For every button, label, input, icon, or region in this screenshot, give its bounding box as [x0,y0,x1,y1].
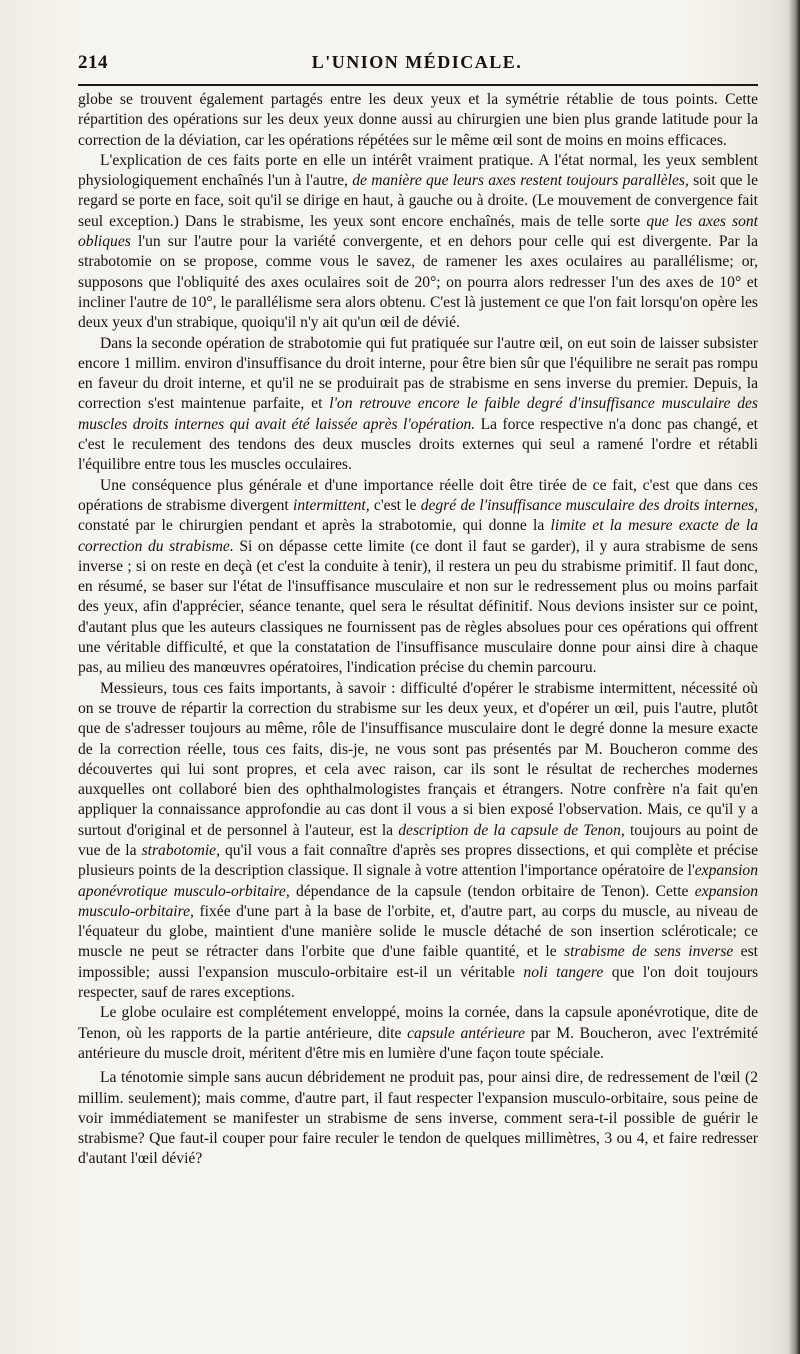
page-edge-shadow [788,0,800,1354]
article-body [78,90,758,1170]
text-run: par M. Boucheron, avec l'extrémité antérieure du muscle droit, méritent d'être mis en lumière d'une façon toute spéciale. [78,1024,759,1062]
header-rule [78,84,758,86]
text-run: c'est le [369,496,421,514]
text-run: dépendance de la capsule (tendon orbitaire de Tenon). Cette [289,882,695,900]
paragraph [78,90,758,151]
text-run: toujours au point de vue de la [78,821,758,859]
running-title: L'UNION MÉDICALE. [311,52,523,72]
text-run: qu'il vous a fait connaître d'après ses propres dissections, et qui complète et précise plusieurs points de la description classique. Il signale à votre attention l'importance opératoire de l' [78,841,758,880]
text-run: L'explication de ces faits porte en elle un intérêt vraiment pratique. A l'état normal, les yeux semblent physiologiquement enchaînés l'un à l'autre, [78,151,758,190]
italic-phrase: que les axes sont obliques [78,212,758,251]
italic-phrase: strabotomie, [141,841,220,859]
text-run: globe se trouvent également partagés entre les deux yeux et la symétrie rétablie de tous points. Cette répartition des opérations sur les deux yeux donne aussi au chirurgien une bien plus grande latitude pour la correction de la déviation, car les opérations répétées sur le même œil sont de moins en moins efficaces. [78,91,758,149]
paragraph [78,334,758,476]
text-run: est impossible; aussi l'expansion musculo-orbitaire est-il un véritable [78,943,758,981]
text-run: Si on dépasse cette limite (ce dont il faut se garder), il y aura strabisme de sens inverse ; si on reste en deçà (et c'est la conduite à tenir), il restera un peu du strabisme primitif. Il faut donc, en résumé, se baser sur l'état de l'insuffisance musculaire et non sur le redressement plus ou moins parfait des yeux, afin d'apprécier, séance tenante, quel sera le résultat définitif. Nous devions insister sur ce point, d'autant plus que les auteurs classiques ne fournissent pas de règles absolues pour ces opérations qui offrent une véritable difficulté, et que la constatation de l'insuffisance musculaire donne pour ainsi dire à chaque pas, au milieu des manœuvres opératoires, l'indication précise du chemin parcouru. [78,537,758,677]
paragraph [78,476,758,679]
italic-phrase: degré de l'insuffisance musculaire des droits internes, [420,496,758,514]
italic-phrase: noli tangere [523,963,604,981]
text-run: que l'on doit toujours respecter, sauf de rares exceptions. [78,963,759,1002]
text-run: l'un sur l'autre pour la variété convergente, et en dehors pour celle qui est divergente. Par la strabotomie on se propose, comme vous le savez, de ramener les axes oculaires au parallélisme; or, supposons que l'obliquité des axes oculaires soit de 20°; on pourra alors redresser l'un des axes de 10° et incliner l'autre de 10°, le parallélisme sera alors obtenu. C'est là justement ce que l'on fait lorsqu'on opère les deux yeux d'un strabique, quoiqu'il n'y ait qu'un œil de dévié. [78,233,758,332]
italic-phrase: intermittent, [293,496,370,514]
text-run: La force respective n'a donc pas changé, et c'est le reculement des tendons des deux muscles droits externes qui seul a ramené l'ordre et rétabli l'équilibre entre tous les muscles occulaires. [78,415,758,474]
paragraph [78,679,758,1004]
paragraph [78,1068,758,1169]
text-run: Une conséquence plus générale et d'une importance réelle doit être tirée de ce fait, c'est que dans ces opérations de strabisme divergent [78,476,758,514]
page-header [78,52,756,76]
italic-phrase: l'on retrouve encore le faible degré d'insuffisance musculaire des muscles droits internes qui avait été laissée après l'opération. [78,395,758,433]
text-run: Le globe oculaire est complétement enveloppé, moins la cornée, dans la capsule aponévrotique, dite de Tenon, où les rapports de la partie antérieure, dite [78,1004,758,1042]
italic-phrase: expansion aponévrotique musculo-orbitaire, [78,862,758,900]
italic-phrase: de manière que leurs axes restent toujours parallèles, [352,172,689,190]
italic-phrase: expansion musculo-orbitaire, [78,882,759,920]
italic-phrase: description de la capsule de Tenon, [398,821,625,839]
italic-phrase: limite et la mesure exacte de la correction du strabisme. [78,517,758,555]
italic-phrase: strabisme de sens inverse [564,943,734,961]
page-number: 214 [78,52,108,73]
paragraph [78,1003,758,1064]
italic-phrase: capsule antérieure [407,1024,525,1042]
text-run: Messieurs, tous ces faits importants, à savoir : difficulté d'opérer le strabisme intermittent, nécessité où on se trouve de répartir la correction du strabisme sur les deux yeux, et d'opérer un œil, puis l'autre, plutôt que de s'adresser toujours au même, rôle de l'insuffisance musculaire dont le degré donne la mesure exacte de la correction réelle, tous ces faits, dis-je, ne vous sont pas présentés par M. Boucheron comme des découvertes qui lui sont propres, et cela avec raison, car ils sont le résultat de recherches modernes auxquelles ont collaboré bien des ophthalmologistes français et étrangers. Notre confrère n'a fait qu'en appliquer la connaissance approfondie au cas dont il vous a si bien exposé l'observation. Mais, ce qu'il y a surtout d'original et de personnel à l'auteur, est la [78,679,758,839]
text-run: constaté par le chirurgien pendant et après la strabotomie, qui donne la [78,517,551,535]
text-run: Dans la seconde opération de strabotomie qui fut pratiquée sur l'autre œil, on eut soin de laisser subsister encore 1 millim. environ d'insuffisance du droit interne, pour être bien sûr que l'équilibre ne serait pas rompu en faveur du droit interne, et qu'il ne se produirait pas de strabisme en sens inverse du premier. Depuis, la correction s'est maintenue parfaite, et [78,334,758,413]
paragraph [78,151,758,334]
text-run: fixée d'une part à la base de l'orbite, et, d'autre part, au corps du muscle, au niveau de l'équateur du globe, maintient d'une manière solide le muscle détaché de son insertion scléroticale; ce muscle ne peut se rétracter dans l'orbite que d'une faible quantité, et le [78,902,758,961]
text-run: La ténotomie simple sans aucun débridement ne produit pas, pour ainsi dire, de redressement de l'œil (2 millim. seulement); mais comme, d'autre part, il faut respecter l'expansion musculo-orbitaire, sous peine de voir immédiatement se manifester un strabisme de sens inverse, comment sera-t-il possible de guérir le strabisme? Que faut-il couper pour faire reculer le tendon de quelques millimètres, 3 ou 4, et faire redresser d'autant l'œil dévié? [78,1069,758,1168]
text-run: soit que le regard se porte en face, soit qu'il se dirige en haut, à gauche ou à droite. (Le mouvement de convergence fait seul exception.) Dans le strabisme, les yeux sont encore enchaînés, mais de telle sorte [78,172,758,230]
